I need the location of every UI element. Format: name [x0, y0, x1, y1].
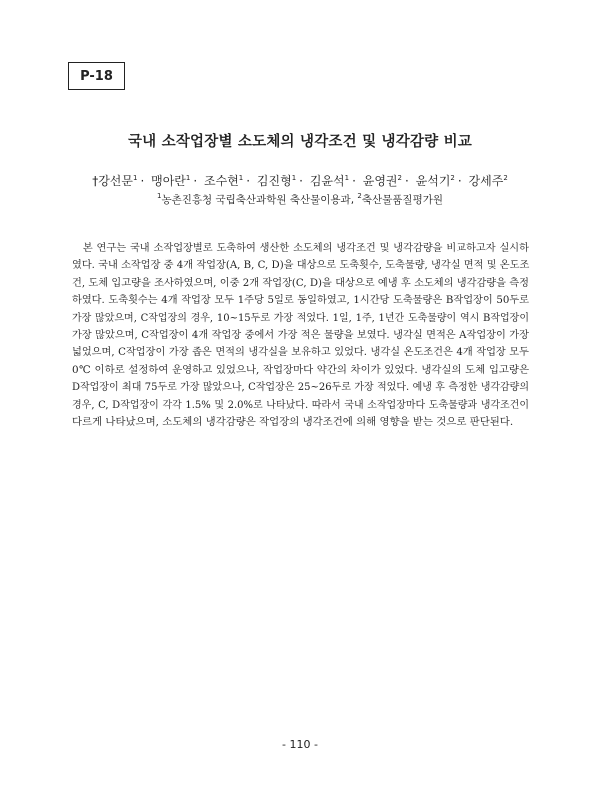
- affiliations: [0, 192, 600, 207]
- author-separator: ·: [457, 174, 462, 188]
- abstract-line: 건, 도체 입고량을 조사하였으며, 이중 2개 작업장(C, D)을 대상으로 예냉 후 소도체의 냉각감량을 측정: [72, 277, 529, 289]
- abstract-line: 경우, C, D작업장이 각각 1.5% 및 2.0%로 나타났다. 따라서 국내 소작업장마다 도축물량과 냉각조건이: [72, 399, 529, 411]
- author: 윤영권$^2$: [362, 174, 402, 188]
- abstract-line: 가장 많았으며, C작업장이 4개 작업장 중에서 가장 적은 물량을 보였다. 냉각실 면적은 A작업장이 가장: [72, 330, 529, 342]
- abstract-line: 본 연구는 국내 소작업장별로 도축하여 생산한 소도체의 냉각조건 및 냉각감량을 비교하고자 실시하: [72, 243, 529, 254]
- page-label-box: [68, 62, 125, 90]
- abstract-line: 하였다. 도축횟수는 4개 작업장 모두 1주당 5일로 동일하였고, 1시간당 도축물량은 B작업장이 50두로: [72, 295, 529, 307]
- author-separator: ·: [404, 174, 409, 188]
- author-separator: ·: [352, 174, 356, 188]
- abstract-line: D작업장이 최대 75두로 가장 많았으나, C작업장은 25~26두로 가장 적었다. 예냉 후 측정한 냉각감량의: [72, 382, 529, 394]
- paper-title: 국내 소작업장별 소도체의 냉각조건 및 냉각감량 비교: [127, 134, 473, 150]
- author-separator: ·: [140, 174, 145, 188]
- affiliation: $^1$농촌진흥청 국립축산과학원 축산물이용과,: [156, 192, 355, 206]
- author: †강선문$^1$: [92, 174, 138, 188]
- abstract-line: 넓었으며, C작업장이 가장 좁은 면적의 냉각실을 보유하고 있었다. 냉각실 온도조건은 4개 작업장 모두: [72, 347, 529, 359]
- author: 김윤석$^1$: [309, 174, 350, 188]
- abstract-line: 다르게 나타났으며, 소도체의 냉각감량은 작업장의 냉각조건에 의해 영향을 받는 것으로 판단된다.: [72, 416, 514, 429]
- author-separator: ·: [193, 174, 198, 188]
- author: 김진형$^1$: [256, 174, 297, 188]
- abstract-body: [72, 240, 529, 431]
- author-list: [0, 172, 600, 189]
- author: 맹아란$^1$: [151, 174, 191, 188]
- abstract-line: 였다. 국내 소작업장 중 4개 작업장(A, B, C, D)을 대상으로 도축횟수, 도축물량, 냉각실 면적 및 온도조: [72, 260, 530, 272]
- page-label: P-18: [80, 68, 113, 84]
- abstract-line: 0℃ 이하로 설정하여 운영하고 있었으나, 작업장마다 약간의 차이가 있었다. 냉각실의 도체 입고량은: [72, 363, 529, 376]
- author-separator: ·: [299, 174, 303, 188]
- page-number: - 110 -: [282, 738, 318, 751]
- author: 강세주$^2$: [468, 174, 508, 188]
- abstract-line: 가장 많았으며, C작업장의 경우, 10~15두로 가장 적었다. 1일, 1주, 1년간 도축물량이 역시 B작업장이: [72, 312, 529, 324]
- author-separator: ·: [246, 174, 251, 188]
- author: 조수현$^1$: [204, 174, 244, 188]
- affiliation: $^2$축산물품질평가원: [357, 192, 444, 206]
- author: 윤석기$^2$: [415, 174, 455, 188]
